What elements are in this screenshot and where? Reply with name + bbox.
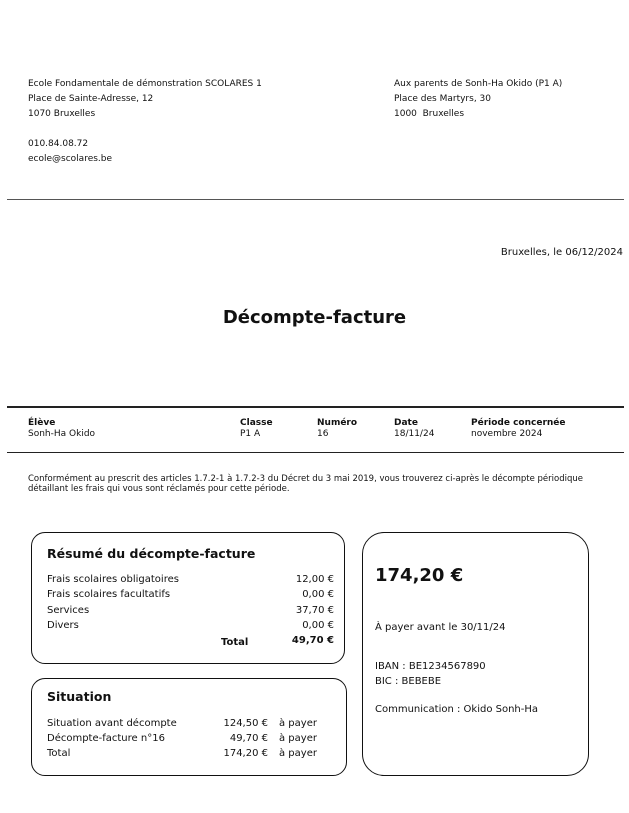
document-title: Décompte-facture [222,307,407,328]
info-bottom-divider [7,452,624,453]
info-eleve [28,418,95,440]
payment-amount: 174,20 € [375,565,464,586]
summary-row-amount: 37,70 € [295,605,334,616]
situation-box [31,678,347,776]
summary-row-amount: 0,00 € [302,620,334,631]
situation-row-amount: 49,70 € [229,733,268,744]
situation-row-label: Décompte-facture n°16 [47,733,165,744]
situation-row-status: à payer [279,733,317,744]
summary-total-amount: 49,70 € [291,635,334,646]
payment-iban: IBAN : BE1234567890 [375,661,486,672]
sender-address [28,77,262,167]
info-periode [471,418,566,440]
header-divider [7,199,624,200]
payment-bic: BIC : BEBEBE [375,676,442,687]
info-periode-label: Période concernée [471,418,566,428]
payment-due: À payer avant le 30/11/24 [375,622,506,633]
summary-title: Résumé du décompte-facture [47,546,256,561]
situation-row-amount: 174,20 € [223,748,268,759]
sender-city: 1070 Bruxelles [28,109,96,119]
summary-row-label: Frais scolaires obligatoires [47,574,179,585]
situation-row-status: à payer [279,718,317,729]
legal-notice: Conformément au prescrit des articles 1.7.2-1 à 1.7.2-3 du Décret du 3 mai 2019, vous trouverez ci-après le décompte périodique détaillant les frais qui vous sont réclamés pour cette période. [28,474,583,494]
info-numero-label: Numéro [317,418,358,428]
sender-phone: 010.84.08.72 [28,139,89,149]
recipient-address [394,77,562,122]
situation-row-amount: 124,50 € [223,718,268,729]
recipient-street: Place des Martyrs, 30 [394,94,491,104]
summary-row-label: Divers [47,620,79,631]
info-eleve-label: Élève [28,418,56,428]
recipient-name: Aux parents de Sonh-Ha Okido (P1 A) [394,79,563,89]
recipient-city: 1000 Bruxelles [394,109,465,119]
situation-title: Situation [47,689,112,704]
summary-row-amount: 0,00 € [302,589,334,600]
sender-street: Place de Sainte-Adresse, 12 [28,94,154,104]
payment-box [362,532,589,776]
info-numero [317,418,357,440]
info-date-label: Date [394,418,418,428]
info-date-value: 18/11/24 [394,429,435,439]
summary-row-label: Frais scolaires facultatifs [47,589,171,600]
situation-row-label: Total [47,748,71,759]
info-classe [240,418,273,440]
summary-row-label: Services [47,605,90,616]
date-line: Bruxelles, le 06/12/2024 [500,247,623,258]
summary-box [31,532,345,664]
payment-communication: Communication : Okido Sonh-Ha [375,704,539,715]
info-top-divider [7,406,624,408]
situation-row-label: Situation avant décompte [47,718,177,729]
info-periode-value: novembre 2024 [471,429,543,439]
summary-total-label: Total [221,637,249,648]
situation-row-status: à payer [279,748,317,759]
info-classe-label: Classe [240,418,273,428]
sender-email: ecole@scolares.be [28,154,113,164]
info-eleve-value: Sonh-Ha Okido [28,429,96,439]
info-date [394,418,434,440]
info-classe-value: P1 A [240,429,261,439]
sender-name: Ecole Fondamentale de démonstration SCOLARES 1 [28,79,262,89]
summary-row-amount: 12,00 € [295,574,334,585]
info-numero-value: 16 [317,429,329,439]
